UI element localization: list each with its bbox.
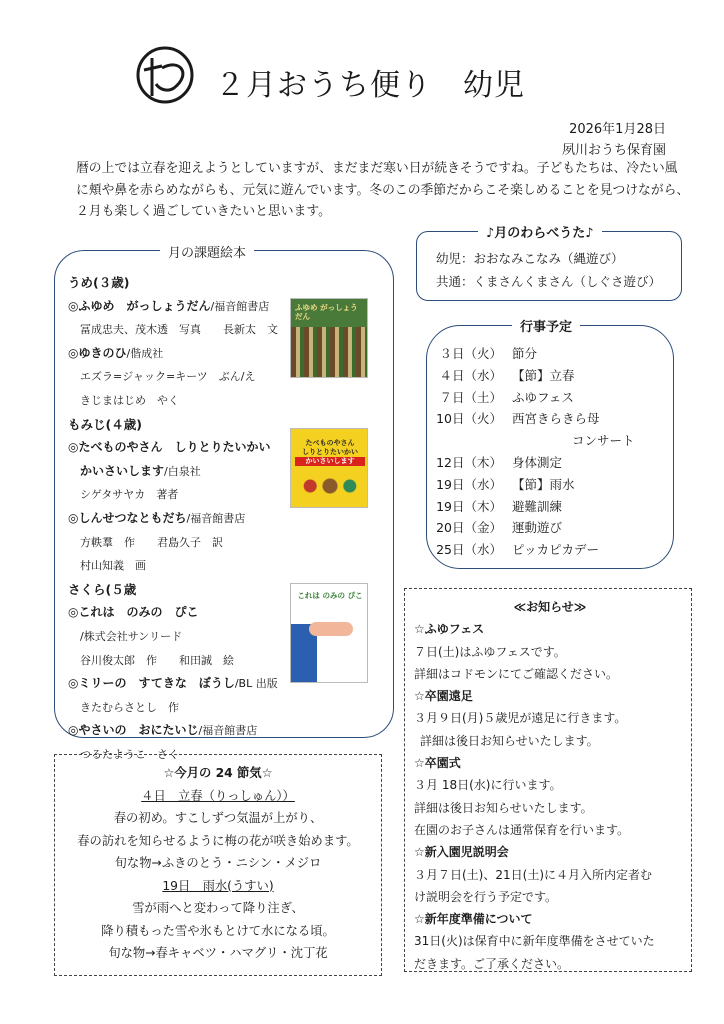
book-title: ◎これは のみの ぴこ: [68, 605, 199, 620]
book-title: ◎やさいの おにたいじ/福音館書店: [68, 723, 258, 738]
book-cover-nominopiko: これは のみの ぴこ: [290, 583, 368, 683]
event-date: 20日（金）: [436, 520, 502, 536]
book-authors: 谷川俊太郎 作 和田誠 絵: [80, 653, 234, 667]
book-authors: きたむらさとし 作: [80, 700, 179, 714]
event-name: ピッカピカデー: [512, 542, 600, 558]
event-name: 節分: [512, 346, 538, 361]
event-name: 【節】立春: [512, 367, 575, 383]
sekki-title: 19日 雨水(うすい): [162, 878, 274, 893]
book-cover-tabemonoyasan: たべものやさん しりとりたいかい かいさいします: [290, 428, 368, 508]
event-row: [428, 453, 562, 471]
event-name: 運動遊び: [512, 520, 563, 536]
notice-heading: ≪お知らせ≫: [513, 600, 587, 614]
book-title: ◎ゆきのひ/偕成社: [68, 345, 164, 360]
event-name: 身体測定: [512, 455, 563, 470]
book-title: かいさいします/白泉社: [80, 463, 201, 478]
event-name: 【節】雨水: [512, 476, 575, 492]
sekki-heading: ☆今月の 24 節気☆: [163, 766, 273, 780]
event-name: コンサート: [572, 433, 635, 449]
sekki-list: ☆今月の 24 節気☆ ４日 立春（りっしゅん）） 春の初め。すこしずつ気温が上がり、 春の訪れを知らせるように梅の花が咲き始めます。 旬な物→ふきのとう・ニシン・メジロ 19日 雨水(うすい) 雪が雨へと変わって降り注ぎ、 降り積もった雪や氷もとけて水になる頃。 旬な物→春キャベツ・ハマグリ・沈丁花: [54, 762, 382, 965]
intro-text: 暦の上では立春を迎えようとしていますが、まだまだ寒い日が続きそうですね。子どもたちは、冷たい風 に頬や鼻を赤らめながらも、元気に遊んでいます。冬のこの季節だからこそ楽しめることを見つけながら、 ２月も楽しく過ごしていきたいと思います。: [76, 161, 690, 219]
event-name: 避難訓練: [512, 498, 563, 514]
warabeuta-heading: ♪月のわらべうた♪: [478, 222, 602, 241]
sekki-title: ４日 立春（りっしゅん））: [141, 788, 295, 803]
event-name: 西宮きらきら母: [512, 411, 600, 427]
event-date: 19日（水）: [436, 476, 502, 492]
book-title: ◎しんせつなともだち/福音館書店: [68, 510, 246, 525]
book-authors: つるたようこ さく: [80, 747, 179, 761]
event-row: [428, 540, 599, 558]
book-cover-fuyume: ふゆめ がっしょうだん: [290, 298, 368, 378]
picture-books-heading: 月の課題絵本: [160, 242, 254, 261]
book-title: ◎ミリーの すてきな ぼうし/BL 出版: [68, 676, 278, 691]
events-heading: 行事予定: [512, 316, 580, 335]
book-authors: 方軼羣 作 君島久子 訳: [80, 535, 223, 549]
notice-title: ☆新年度準備について: [414, 912, 533, 927]
event-date: 25日（水）: [436, 542, 502, 558]
page-title: ２月おうち便り 幼児: [215, 68, 525, 103]
notice-title: ☆卒園式: [414, 756, 461, 771]
age-group-ume: うめ(３歳): [68, 275, 130, 290]
event-date: 12日（木）: [436, 455, 502, 470]
book-authors: きじまはじめ やく: [80, 393, 179, 407]
book-authors: 村山知義 画: [80, 559, 146, 573]
book-title: ◎たべものやさん しりとりたいかい: [68, 440, 271, 455]
event-date: ４日（水）: [439, 367, 502, 383]
event-name: ふゆフェス: [512, 389, 574, 405]
event-row: [428, 518, 562, 536]
notice-title: ☆新入園児説明会: [414, 845, 509, 860]
cover-illustration: [297, 473, 363, 499]
event-row: [428, 431, 635, 449]
book-title: ◎ふゆめ がっしょうだん/福音館書店: [68, 298, 270, 313]
event-date: 19日（木）: [436, 498, 502, 514]
warabeuta-list: 幼児：おおなみこなみ（縄遊び） 共通：くまさんくまさん（しぐさ遊び）: [436, 251, 662, 289]
event-row: [428, 475, 575, 493]
school-name: 夙川おうち保育園: [561, 143, 666, 158]
event-row: [428, 497, 562, 515]
notice-title: ☆ふゆフェス: [414, 622, 485, 637]
age-group-momiji: もみじ(４歳): [68, 416, 142, 432]
event-row: [428, 366, 575, 384]
book-authors: シゲタサヤカ 著者: [80, 488, 179, 502]
event-date: ７日（土）: [439, 389, 502, 405]
event-row: [428, 344, 537, 362]
cover-illustration: [291, 327, 367, 377]
book-authors: 冨成忠夫、茂木透 写真 長新太 文: [80, 323, 278, 337]
age-group-sakura: さくら(５歳: [68, 581, 137, 597]
event-row: [428, 388, 574, 406]
event-date: ３日（火）: [439, 346, 502, 361]
notice-list: ≪お知らせ≫ ☆ふゆフェス ７日(土)はふゆフェスです。 詳細はコドモンにてご確認ください。 ☆卒園遠足 ３月９日(月)５歳児が遠足に行きます。 詳細は後日お知らせいたします。 ☆卒園式 ３月 18日(水)に行います。 詳細は後日お知らせいたします。 在園のお子さんは通常保育を行います。 ☆新入園児説明会 ３月７日(土)、21日(土)に４月入所内定者む け説明会を行う予定です。 ☆新年度準備について 31日(火)は保育中に新年度準備をさせていた だきます。ご了承ください。: [414, 596, 686, 975]
cover-illustration: [309, 622, 353, 636]
notice-title: ☆卒園遠足: [414, 689, 473, 704]
event-date: 10日（火）: [436, 411, 502, 427]
book-publisher: /株式会社サンリード: [80, 629, 183, 643]
event-row: [428, 409, 600, 427]
issue-date: 2026年1月28日: [569, 122, 666, 137]
book-authors: エズラ=ジャック=キーツ ぶん/え: [80, 370, 256, 384]
logo-icon: [134, 44, 196, 106]
